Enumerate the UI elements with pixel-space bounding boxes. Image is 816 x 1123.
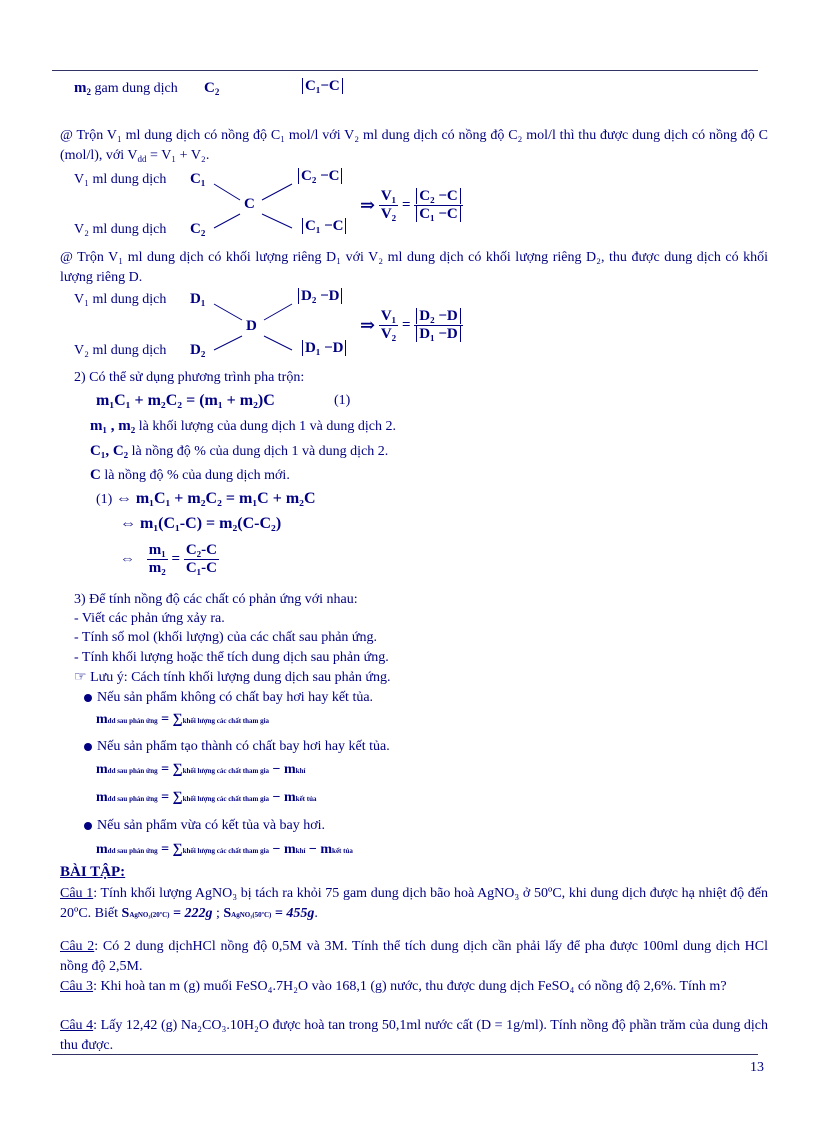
diagram2-row1: V₁ ml dung dịch xyxy=(74,292,167,307)
diagram2-var2: D₂ xyxy=(190,342,206,358)
line-m-definition: m₁ , m₂ là khối lượng của dung dịch 1 và dung dịch 2. xyxy=(90,418,396,434)
bullet-icon xyxy=(84,694,92,702)
paragraph-mix-density: @ Trộn V₁ ml dung dịch có khối lượng riêng D₁ với V₂ ml dung dịch có khối lượng riêng D₂, thu được dung dịch có khối lượng riêng D. xyxy=(60,250,768,285)
diagram1-line-bottom-right xyxy=(262,214,292,228)
section3-bullet-2: Nếu sản phẩm tạo thành có chất bay hơi hay kết tủa. xyxy=(84,739,390,755)
diagram2-row2: V₂ ml dung dịch xyxy=(74,343,167,358)
formula-case2b: mdd sau phản ứng = ∑khối lượng các chất tham gia − mkết tủa xyxy=(96,790,317,805)
page-number: 13 xyxy=(750,1060,764,1075)
diagram1-row1: V₁ ml dung dịch xyxy=(74,172,167,187)
formula-case2a: mdd sau phản ứng = ∑khối lượng các chất tham gia − mkhí xyxy=(96,762,306,777)
diagram2-line-bottom-right xyxy=(264,336,292,350)
exercises-heading: BÀI TẬP: xyxy=(60,864,126,880)
top-row-text: gam dung dịch xyxy=(94,81,178,96)
exercise-4: Câu 4: Lấy 12,42 (g) Na₂CO₃.10H₂O được hoà tan trong 50,1ml nước cất (D = 1g/ml). Tính nồng độ phần trăm của dung dịch thu được. xyxy=(60,1018,768,1053)
derivation-step3: ⇔ $\frac{\text{m₁}}{\text{m₂}}$ = $\frac{\text{C₂-C}}{\text{C₁-C}}$ xyxy=(120,542,217,576)
exercise-3-label: Câu 3 xyxy=(60,979,94,994)
formula-case1: mdd sau phản ứng = ∑khối lượng các chất tham gia xyxy=(96,712,270,727)
exercise-4-label: Câu 4 xyxy=(60,1018,94,1033)
section2-heading: 2) Có thể sử dụng phương trình pha trộn: xyxy=(74,370,305,385)
line-c-definition: C₁, C₂ là nồng độ % của dung dịch 1 và dung dịch 2. xyxy=(90,443,389,459)
diagram1-line-bottom-left xyxy=(214,214,240,228)
diagram1-row2: V₂ ml dung dịch xyxy=(74,222,167,237)
section3-item-2: - Tính số mol (khối lượng) của các chất sau phản ứng. xyxy=(74,630,378,645)
top-row-c: $C_2$ xyxy=(204,80,220,97)
section3-note: ☞ Lưu ý: Cách tính khối lượng dung dịch sau phản ứng. xyxy=(74,670,391,685)
exercise-1: Câu 1: Tính khối lượng AgNO₃ bị tách ra khỏi 75 gam dung dịch bão hoà AgNO₃ ở 50ºC, khi dung dịch được hạ nhiệt độ đến 20ºC. Biết SAgNO₃(20ºC) = 222g ; SAgNO₃(50ºC) = 455g. xyxy=(60,886,768,921)
diagram2-line-bottom-left xyxy=(214,336,242,350)
derivation-step1: (1) ⇔ m₁C₁ + m₂C₂ = m₁C + m₂C xyxy=(96,490,316,507)
diagram1-abs2: C₁ −C xyxy=(302,218,346,235)
diagram1-result: ⇒ $\frac{\text{V₁}}{\text{V₂}}$ = $\frac{\text{C₂ −C}}{\text{C₁ −C}}$ xyxy=(360,188,463,223)
section3-bullet-3: Nếu sản phẩm vừa có kết tủa và bay hơi. xyxy=(84,818,325,834)
equation-tag-1: (1) xyxy=(334,393,351,408)
diagram1-line-top-left xyxy=(214,184,240,200)
pointing-hand-icon: ☞ xyxy=(74,670,87,685)
line-newc-definition: C là nồng độ % của dung dịch mới. xyxy=(90,467,290,483)
diagram2-abs2: D₁ −D xyxy=(302,340,346,357)
bottom-rule xyxy=(52,1054,758,1055)
diagram1-center: C xyxy=(244,196,255,212)
diagram1-abs1: C₂ −C xyxy=(298,168,342,185)
derivation-step2: ⇔ m₁(C₁-C) = m₂(C-C₂) xyxy=(120,515,282,532)
section3-item-3: - Tính khối lượng hoặc thể tích dung dịch sau phản ứng. xyxy=(74,650,389,665)
bullet-icon xyxy=(84,743,92,751)
top-row-m-sub: 2 xyxy=(86,87,91,97)
diagram1-line-top-right xyxy=(262,184,292,200)
diagram2-line-top-right xyxy=(264,304,292,320)
diagram2-abs1: D₂ −D xyxy=(298,288,342,305)
bullet-icon xyxy=(84,822,92,830)
exercise-2: Câu 2: Có 2 dung dịchHCl nồng độ 0,5M và 3M. Tính thể tích dung dịch cần phải lấy để pha được 100ml dung dịch HCl nồng độ 2,5M. xyxy=(60,939,768,974)
section3-heading: 3) Để tính nồng độ các chất có phản ứng với nhau: xyxy=(74,592,358,607)
formula-case3: mdd sau phản ứng = ∑khối lượng các chất tham gia − mkhí − mkết tủa xyxy=(96,842,353,857)
section3-bullet-1: Nếu sản phẩm không có chất bay hơi hay kết tủa. xyxy=(84,690,373,706)
diagram2-center: D xyxy=(246,318,257,334)
top-row-m: m xyxy=(74,80,87,96)
top-row-abs: C₁−C xyxy=(302,78,343,95)
paragraph-mix-concentration: @ Trộn V₁ ml dung dịch có nồng độ C₁ mol/l với V₂ ml dung dịch có nồng độ C₂ mol/l thì thu được dung dịch có nồng độ C (mol/l), với $V_{dd} = V_1 + V_2$. xyxy=(60,128,768,164)
diagram2-var1: D₁ xyxy=(190,291,206,307)
diagram1-var2: C₂ xyxy=(190,221,206,237)
exercise-3: Câu 3: Khi hoà tan m (g) muối FeSO₄.7H₂O vào 168,1 (g) nước, thu được dung dịch FeSO₄ có nồng độ 2,6%. Tính m? xyxy=(60,979,727,994)
exercise-1-label: Câu 1 xyxy=(60,886,94,901)
equation-mixing: m₁C₁ + m₂C₂ = (m₁ + m₂)C xyxy=(96,392,275,409)
exercise-2-label: Câu 2 xyxy=(60,939,95,954)
diagram2-line-top-left xyxy=(214,304,242,320)
section3-item-1: - Viết các phản ứng xảy ra. xyxy=(74,611,225,626)
diagram2-result: ⇒ $\frac{\text{V₁}}{\text{V₂}}$ = $\frac{\text{D₂ −D}}{\text{D₁ −D}}$ xyxy=(360,308,463,343)
diagram1-var1: C₁ xyxy=(190,171,206,187)
